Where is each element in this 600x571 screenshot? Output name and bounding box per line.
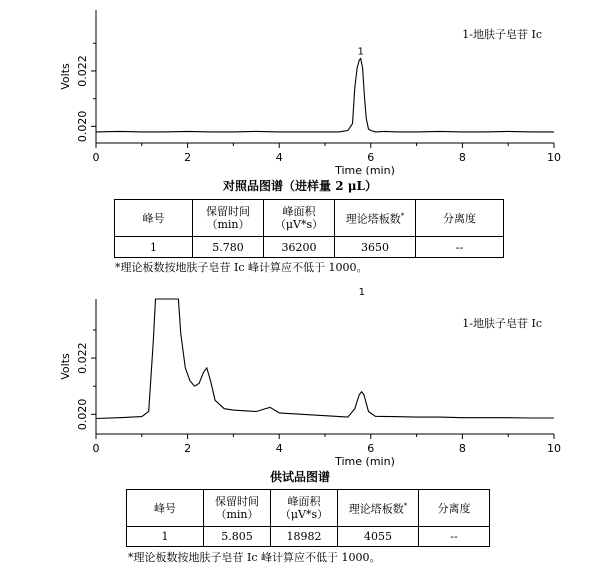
table-row (115, 237, 504, 258)
x-tick-label: 8 (458, 442, 466, 455)
cell-retention-time: 5.805 (204, 527, 271, 547)
col-plate-number: 理论塔板数* (335, 200, 416, 237)
x-axis-label: Time (min) (335, 164, 395, 175)
sample-chromatogram (0, 285, 600, 475)
col-peak-number: 峰号 (127, 490, 204, 527)
y-tick-label: 0.022 (76, 342, 89, 374)
x-axis-label: Time (min) (335, 455, 395, 468)
chart-text (59, 287, 561, 468)
y-tick-label: 0.022 (76, 55, 89, 87)
sample-peak-table (126, 489, 490, 547)
y-tick-label: 0.020 (76, 110, 89, 143)
cell-peak-number: 1 (115, 237, 193, 258)
x-tick-label: 4 (275, 442, 283, 455)
cell-peak-area: 36200 (264, 237, 335, 258)
sample-caption: 供试品图谱 (269, 470, 330, 484)
col-resolution: 分离度 (419, 490, 490, 527)
col-plate-number: 理论塔板数* (338, 490, 419, 527)
col-peak-area: 峰面积 （μV*s） (264, 200, 335, 237)
y-axis-label: Volts (59, 63, 72, 90)
reference-caption: 对照品图谱（进样量 2 μL） (223, 179, 377, 193)
x-tick-label: 0 (92, 151, 100, 164)
reference-footnote: *理论板数按地肤子皂苷 Ic 峰计算应不低于 1000。 (115, 261, 368, 274)
col-resolution: 分离度 (416, 200, 504, 237)
x-tick-label: 0 (92, 442, 100, 455)
table-header-row (127, 490, 490, 527)
chart-text (59, 27, 561, 175)
x-tick-label: 10 (547, 151, 561, 164)
cell-plate-number: 3650 (335, 237, 416, 258)
x-tick-label: 6 (367, 151, 375, 164)
x-tick-label: 2 (184, 151, 192, 164)
x-tick-label: 6 (367, 442, 375, 455)
sample-footnote: *理论板数按地肤子皂苷 Ic 峰计算应不低于 1000。 (128, 551, 381, 564)
col-peak-number: 峰号 (115, 200, 193, 237)
cell-resolution: -- (416, 237, 504, 258)
x-tick-label: 2 (184, 442, 192, 455)
cell-resolution: -- (419, 527, 490, 547)
col-retention-time: 保留时间 （min） (204, 490, 271, 527)
col-peak-area: 峰面积 （μV*s） (271, 490, 338, 527)
reference-chromatogram (0, 0, 600, 175)
col-retention-time: 保留时间 （min） (193, 200, 264, 237)
reference-peak-table (114, 199, 504, 258)
series-line (96, 59, 554, 132)
x-tick-label: 10 (547, 442, 561, 455)
y-tick-label: 0.020 (76, 398, 89, 431)
y-axis-label: Volts (59, 353, 72, 380)
chart-legend: 1-地肤子皂苷 Ic (462, 317, 542, 330)
cell-retention-time: 5.780 (193, 237, 264, 258)
cell-peak-area: 18982 (271, 527, 338, 547)
peak-label: 1 (357, 46, 364, 58)
chart-ticks (91, 330, 554, 439)
cell-peak-number: 1 (127, 527, 204, 547)
cell-plate-number: 4055 (338, 527, 419, 547)
chart-series (96, 59, 554, 132)
x-tick-label: 4 (275, 151, 283, 164)
chart-legend: 1-地肤子皂苷 Ic (462, 28, 542, 41)
table-row (127, 527, 490, 547)
x-tick-label: 8 (458, 151, 466, 164)
table-header-row (115, 200, 504, 237)
peak-label: 1 (358, 287, 366, 298)
